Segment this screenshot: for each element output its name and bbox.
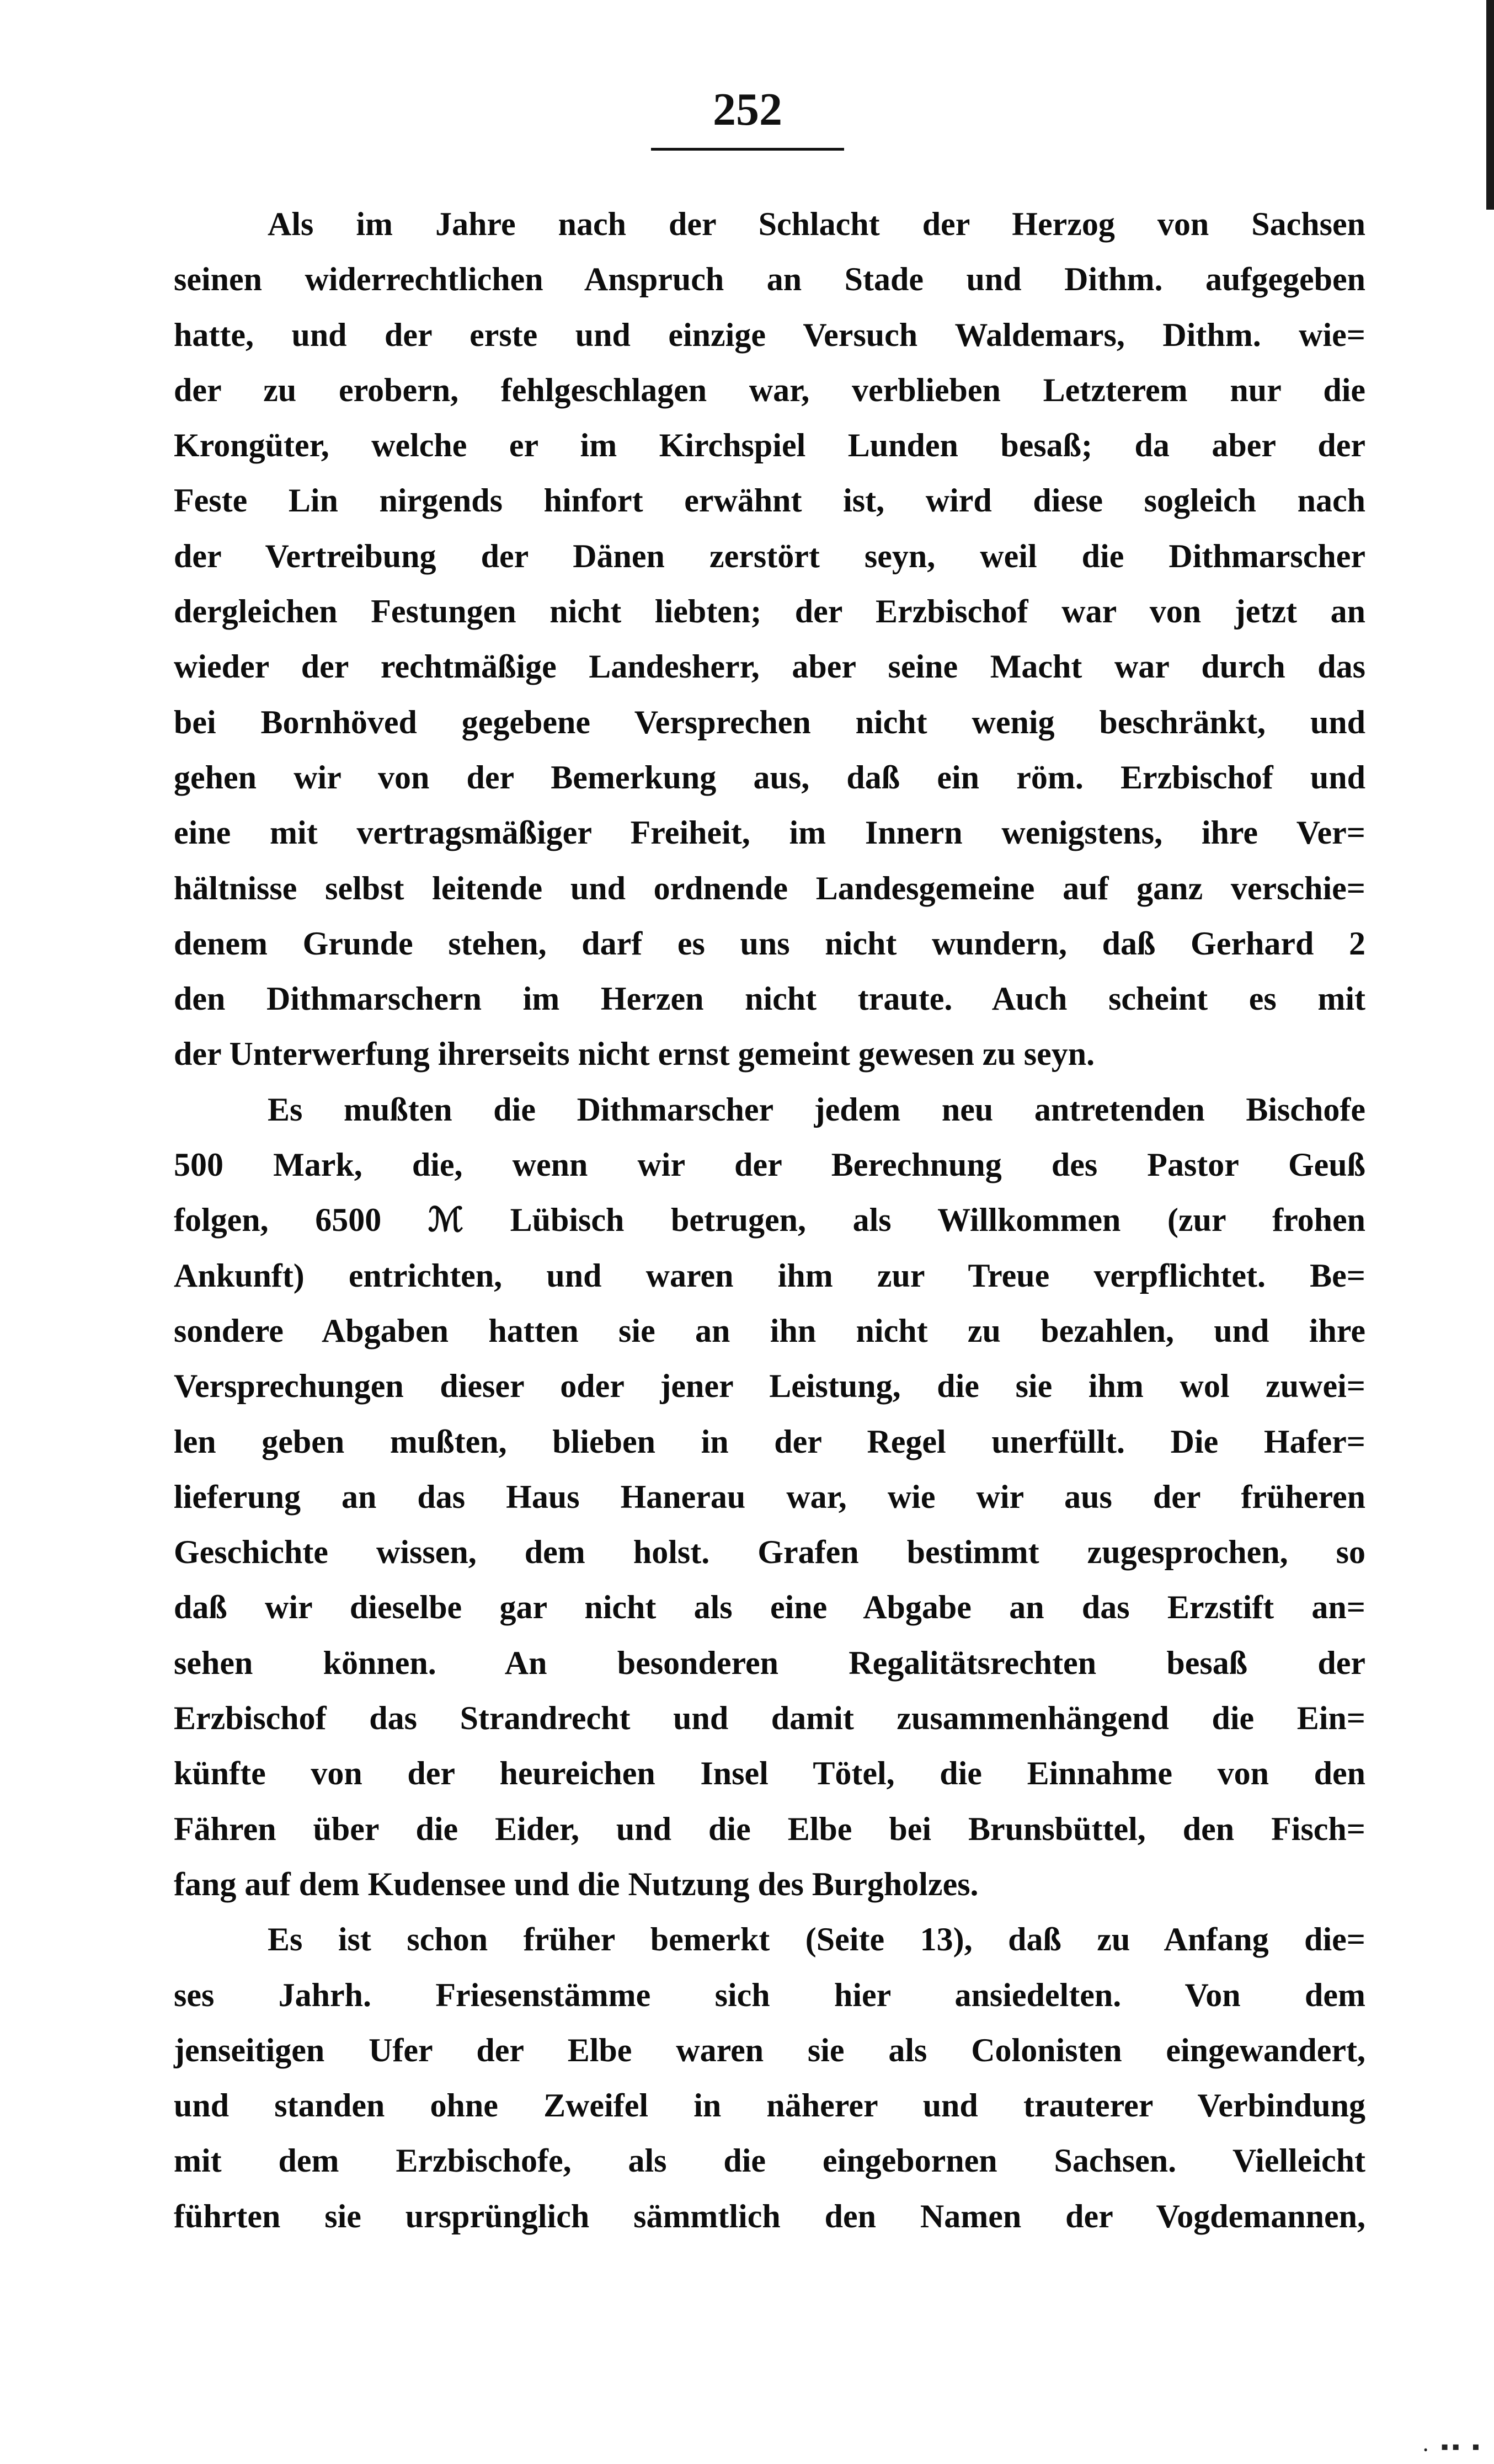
text-line: Ankunft) entrichten, und waren ihm zur Treue verpflichtet. Be= <box>174 1257 1365 1294</box>
text-line: hatte, und der erste und einzige Versuch Waldemars, Dithm. wie= <box>174 316 1365 353</box>
page-number: 252 <box>713 84 782 135</box>
text-line: Es ist schon früher bemerkt (Seite 13), daß zu Anfang die= <box>268 1921 1365 1958</box>
text-line: lieferung an das Haus Hanerau war, wie wir aus der früheren <box>174 1478 1365 1515</box>
text-line: der Unterwerfung ihrerseits nicht ernst gemeint gewesen zu seyn. <box>174 1036 1095 1073</box>
text-line: führten sie ursprünglich sämmtlich den Namen der Vogdemannen, <box>174 2198 1365 2234</box>
paragraph <box>174 1082 1365 1912</box>
text-line: Krongüter, welche er im Kirchspiel Lunden besaß; da aber der <box>174 427 1365 464</box>
footer-marks: ⸳ ▪▪ ▪ <box>1422 2434 1483 2459</box>
text-line: der Vertreibung der Dänen zerstört seyn, weil die Dithmarscher <box>174 537 1365 574</box>
text-line: seinen widerrechtlichen Anspruch an Stade und Dithm. aufgegeben <box>174 261 1365 298</box>
text-line: sondere Abgaben hatten sie an ihn nicht zu bezahlen, und ihre <box>174 1312 1365 1349</box>
text-line: jenseitigen Ufer der Elbe waren sie als Colonisten eingewandert, <box>174 2031 1365 2068</box>
text-line: denem Grunde stehen, darf es uns nicht wundern, daß Gerhard 2 <box>174 925 1365 962</box>
text-line: der zu erobern, fehlgeschlagen war, verblieben Letzterem nur die <box>174 371 1365 408</box>
text-line: den Dithmarschern im Herzen nicht traute. Auch scheint es mit <box>174 980 1365 1017</box>
paragraph <box>174 1912 1365 2244</box>
text-line: dergleichen Festungen nicht liebten; der Erzbischof war von jetzt an <box>174 593 1365 630</box>
text-line: künfte von der heureichen Insel Tötel, die Einnahme von den <box>174 1755 1365 1792</box>
text-line: und standen ohne Zweifel in näherer und trauterer Verbindung <box>174 2087 1365 2124</box>
text-line: 500 Mark, die, wenn wir der Berechnung des Pastor Geuß <box>174 1146 1365 1183</box>
text-line: Erzbischof das Strandrecht und damit zusammenhängend die Ein= <box>174 1700 1365 1737</box>
text-line: Feste Lin nirgends hinfort erwähnt ist, wird diese sogleich nach <box>174 482 1365 519</box>
text-line: bei Bornhöved gegebene Versprechen nicht wenig beschränkt, und <box>174 703 1365 740</box>
text-line: Fähren über die Eider, und die Elbe bei Brunsbüttel, den Fisch= <box>174 1810 1365 1847</box>
text-line: mit dem Erzbischofe, als die eingebornen Sachsen. Vielleicht <box>174 2142 1365 2179</box>
text-line: eine mit vertragsmäßiger Freiheit, im Innern wenigstens, ihre Ver= <box>174 814 1365 851</box>
text-line: Als im Jahre nach der Schlacht der Herzog von Sachsen <box>268 206 1365 242</box>
text-line: wieder der rechtmäßige Landesherr, aber seine Macht war durch das <box>174 648 1365 685</box>
body-text <box>174 196 1365 2244</box>
text-line: Es mußten die Dithmarscher jedem neu antretenden Bischofe <box>268 1091 1365 1128</box>
text-line: len geben mußten, blieben in der Regel unerfüllt. Die Hafer= <box>174 1423 1365 1460</box>
text-line: fang auf dem Kudensee und die Nutzung des Burgholzes. <box>174 1865 979 1902</box>
text-line: hältnisse selbst leitende und ordnende Landesgemeine auf ganz verschie= <box>174 870 1365 906</box>
text-line: sehen können. An besonderen Regalitätsrechten besaß der <box>174 1644 1365 1681</box>
page-edge-shadow <box>1486 0 1494 210</box>
header-rule <box>651 148 844 151</box>
text-line: folgen, 6500 ℳ Lübisch betrugen, als Willkommen (zur frohen <box>174 1202 1365 1239</box>
text-line: daß wir dieselbe gar nicht als eine Abgabe an das Erzstift an= <box>174 1589 1365 1626</box>
text-line: Geschichte wissen, dem holst. Grafen bestimmt zugesprochen, so <box>174 1534 1365 1571</box>
text-line: gehen wir von der Bemerkung aus, daß ein röm. Erzbischof und <box>174 759 1365 796</box>
paragraph <box>174 196 1365 1082</box>
text-line: Versprechungen dieser oder jener Leistung, die sie ihm wol zuwei= <box>174 1368 1365 1405</box>
text-line: ses Jahrh. Friesenstämme sich hier ansiedelten. Von dem <box>174 1976 1365 2013</box>
